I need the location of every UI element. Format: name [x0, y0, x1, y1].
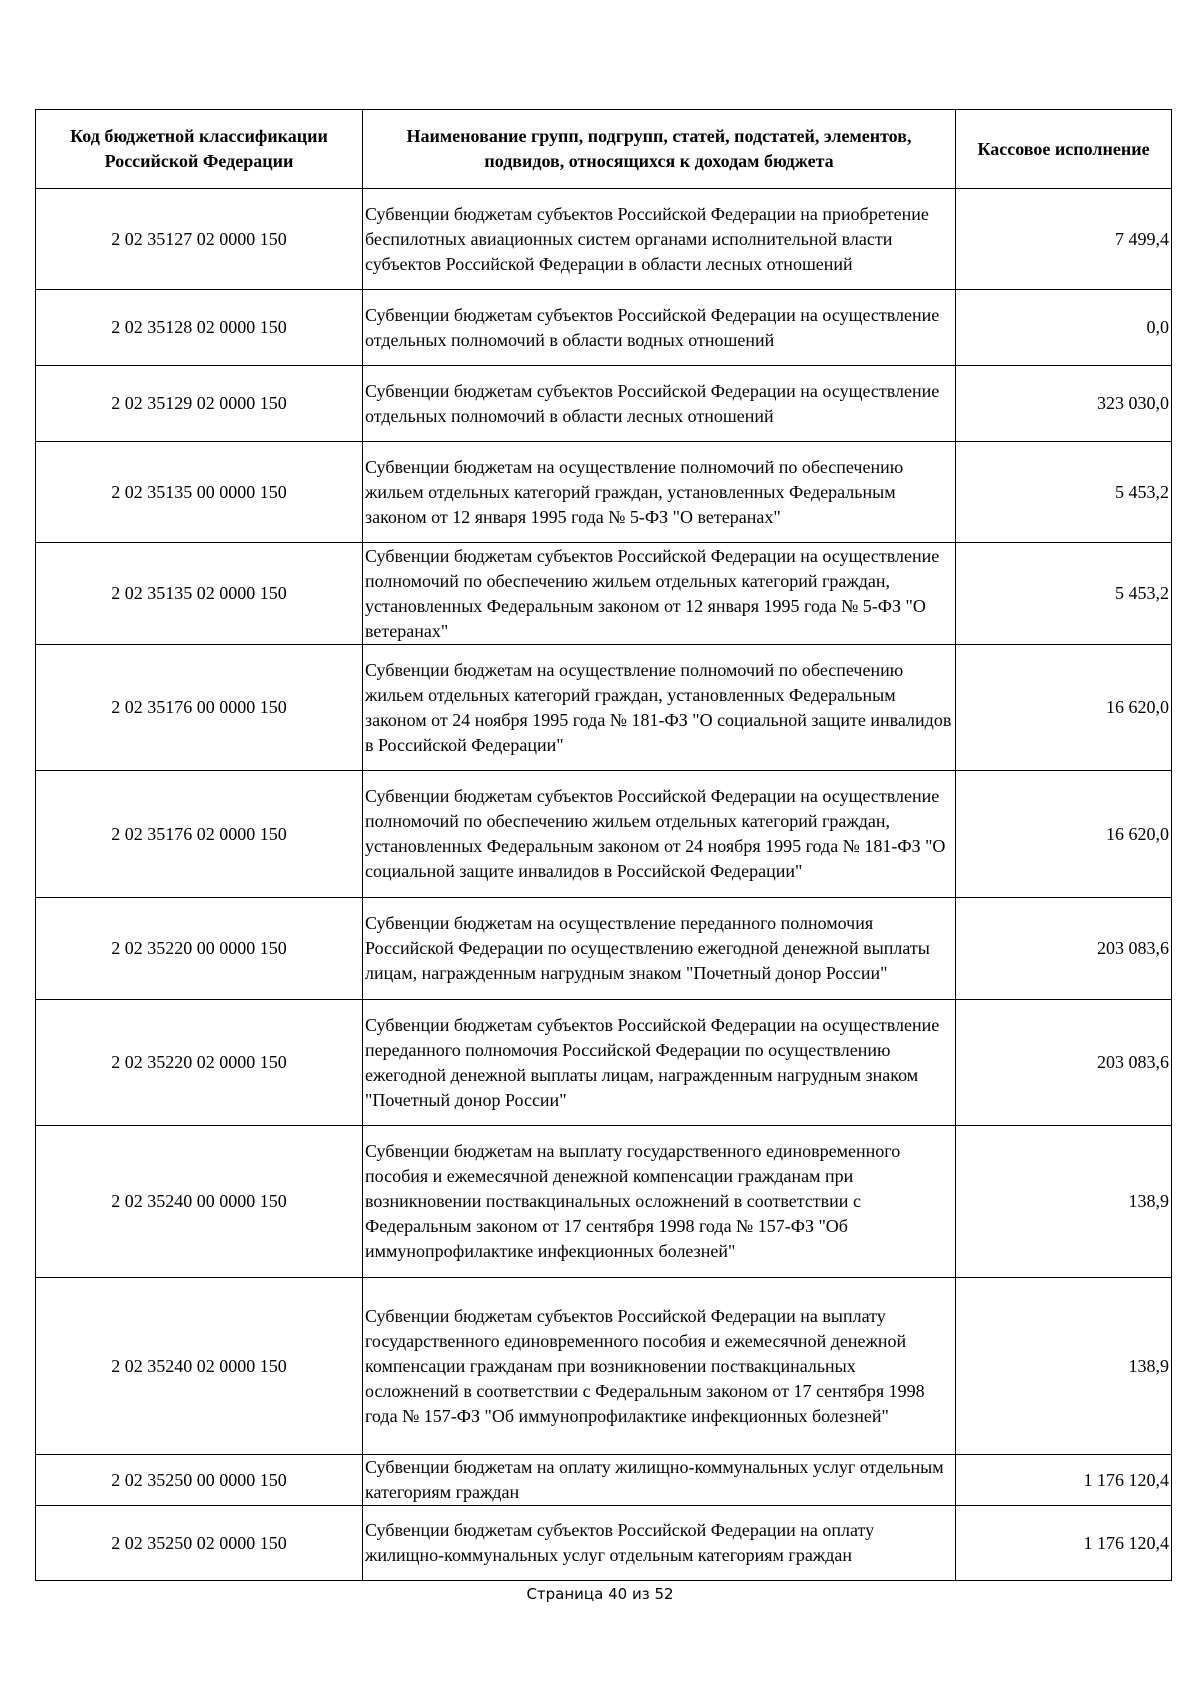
table-row: [36, 898, 1172, 1000]
page-number: Страница 40 из 52: [526, 1585, 674, 1603]
row-amount: 0,0: [956, 290, 1172, 366]
row-amount: 5 453,2: [956, 442, 1172, 543]
row-code: 2 02 35220 02 0000 150: [36, 1000, 363, 1126]
row-code: 2 02 35176 00 0000 150: [36, 645, 363, 771]
table-row: [36, 290, 1172, 366]
row-amount: 5 453,2: [956, 543, 1172, 645]
row-amount: 16 620,0: [956, 645, 1172, 771]
table-row: [36, 1000, 1172, 1126]
row-name: Субвенции бюджетам субъектов Российской Федерации на приобретение беспилотных авиационных систем органами исполнительной власти субъектов Российской Федерации в области лесных отношений: [363, 189, 956, 290]
row-name: Субвенции бюджетам на осуществление полномочий по обеспечению жильем отдельных категорий граждан, установленных Федеральным законом от 24 ноября 1995 года № 181-ФЗ "О социальной защите инвалидов в Российской Федерации": [363, 645, 956, 771]
row-amount: 203 083,6: [956, 1000, 1172, 1126]
header-amount: Кассовое исполнение: [956, 110, 1172, 189]
row-amount: 323 030,0: [956, 366, 1172, 442]
row-amount: 16 620,0: [956, 771, 1172, 898]
row-amount: 1 176 120,4: [956, 1455, 1172, 1506]
header-name: Наименование групп, подгрупп, статей, подстатей, элементов, подвидов, относящихся к доходам бюджета: [363, 110, 956, 189]
table-row: [36, 1455, 1172, 1506]
row-name: Субвенции бюджетам на осуществление полномочий по обеспечению жильем отдельных категорий граждан, установленных Федеральным законом от 12 января 1995 года № 5-ФЗ "О ветеранах": [363, 442, 956, 543]
row-amount: 138,9: [956, 1278, 1172, 1455]
row-amount: 1 176 120,4: [956, 1506, 1172, 1581]
row-code: 2 02 35240 02 0000 150: [36, 1278, 363, 1455]
row-amount: 138,9: [956, 1126, 1172, 1278]
row-code: 2 02 35135 02 0000 150: [36, 543, 363, 645]
table-row: [36, 771, 1172, 898]
row-name: Субвенции бюджетам субъектов Российской Федерации на осуществление переданного полномочия Российской Федерации по осуществлению ежегодной денежной выплаты лицам, награжденным нагрудным знаком "Почетный донор России": [363, 1000, 956, 1126]
row-name: Субвенции бюджетам на оплату жилищно-коммунальных услуг отдельным категориям граждан: [363, 1455, 956, 1506]
row-name: Субвенции бюджетам субъектов Российской Федерации на осуществление полномочий по обеспечению жильем отдельных категорий граждан, установленных Федеральным законом от 24 ноября 1995 года № 181-ФЗ "О социальной защите инвалидов в Российской Федерации": [363, 771, 956, 898]
row-code: 2 02 35220 00 0000 150: [36, 898, 363, 1000]
table-row: [36, 645, 1172, 771]
row-code: 2 02 35250 00 0000 150: [36, 1455, 363, 1506]
table-row: [36, 1506, 1172, 1581]
row-name: Субвенции бюджетам субъектов Российской Федерации на осуществление отдельных полномочий в области лесных отношений: [363, 366, 956, 442]
table-row: [36, 189, 1172, 290]
row-name: Субвенции бюджетам на осуществление переданного полномочия Российской Федерации по осуществлению ежегодной денежной выплаты лицам, награжденным нагрудным знаком "Почетный донор России": [363, 898, 956, 1000]
row-code: 2 02 35176 02 0000 150: [36, 771, 363, 898]
row-amount: 203 083,6: [956, 898, 1172, 1000]
table-row: [36, 366, 1172, 442]
table-row: [36, 1278, 1172, 1455]
budget-table: [35, 109, 1172, 1581]
row-code: 2 02 35127 02 0000 150: [36, 189, 363, 290]
row-name: Субвенции бюджетам субъектов Российской Федерации на осуществление отдельных полномочий в области водных отношений: [363, 290, 956, 366]
row-code: 2 02 35250 02 0000 150: [36, 1506, 363, 1581]
table-row: [36, 543, 1172, 645]
row-name: Субвенции бюджетам на выплату государственного единовременного пособия и ежемесячной денежной компенсации гражданам при возникновении поствакцинальных осложнений в соответствии с Федеральным законом от 17 сентября 1998 года № 157-ФЗ "Об иммунопрофилактике инфекционных болезней": [363, 1126, 956, 1278]
row-name: Субвенции бюджетам субъектов Российской Федерации на оплату жилищно-коммунальных услуг отдельным категориям граждан: [363, 1506, 956, 1581]
table-row: [36, 442, 1172, 543]
row-name: Субвенции бюджетам субъектов Российской Федерации на выплату государственного единовременного пособия и ежемесячной денежной компенсации гражданам при возникновении поствакцинальных осложнений в соответствии с Федеральным законом от 17 сентября 1998 года № 157-ФЗ "Об иммунопрофилактике инфекционных болезней": [363, 1278, 956, 1455]
row-code: 2 02 35129 02 0000 150: [36, 366, 363, 442]
table-header-row: [36, 110, 1172, 189]
row-code: 2 02 35135 00 0000 150: [36, 442, 363, 543]
table-row: [36, 1126, 1172, 1278]
row-amount: 7 499,4: [956, 189, 1172, 290]
row-name: Субвенции бюджетам субъектов Российской Федерации на осуществление полномочий по обеспечению жильем отдельных категорий граждан, установленных Федеральным законом от 12 января 1995 года № 5-ФЗ "О ветеранах": [363, 543, 956, 645]
header-code: Код бюджетной классификации Российской Федерации: [36, 110, 363, 189]
row-code: 2 02 35128 02 0000 150: [36, 290, 363, 366]
row-code: 2 02 35240 00 0000 150: [36, 1126, 363, 1278]
